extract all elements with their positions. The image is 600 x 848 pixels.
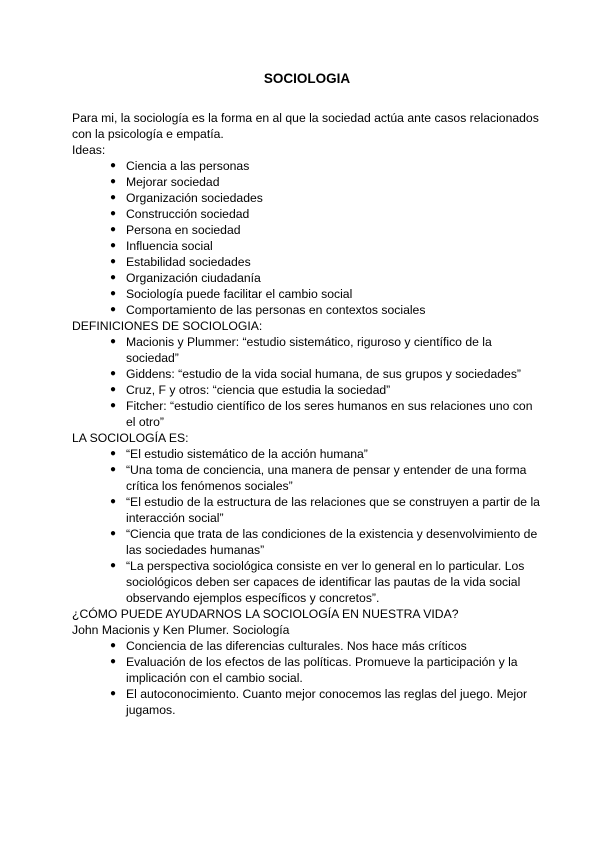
list-item-text: Influencia social — [126, 239, 213, 253]
bullet-icon: ● — [110, 656, 117, 667]
sociology-is-heading: LA SOCIOLOGÍA ES: — [72, 431, 189, 445]
list-item — [72, 526, 542, 558]
list-item-text: Conciencia de las diferencias culturales. Nos hace más críticos — [126, 639, 467, 653]
definitions-list — [72, 334, 542, 430]
bullet-icon: ● — [110, 464, 117, 475]
list-item — [72, 366, 542, 382]
document-title: SOCIOLOGIA — [263, 71, 351, 86]
bullet-icon: ● — [110, 400, 117, 411]
ideas-list — [72, 158, 542, 318]
list-item — [72, 382, 542, 398]
bullet-icon: ● — [110, 208, 117, 219]
list-item — [72, 158, 542, 174]
list-item — [72, 654, 542, 686]
list-item-text: Construcción sociedad — [126, 207, 250, 221]
list-item — [72, 270, 542, 286]
list-item-text: Cruz, F y otros: “ciencia que estudia la sociedad” — [126, 383, 391, 397]
list-item — [72, 398, 542, 430]
bullet-icon: ● — [110, 448, 117, 459]
list-item-text: Estabilidad sociedades — [126, 255, 251, 269]
how-it-helps-list — [72, 638, 542, 718]
list-item-text: Macionis y Plummer: “estudio sistemático, riguroso y científico de la sociedad” — [126, 335, 492, 365]
list-item — [72, 238, 542, 254]
definitions-heading: DEFINICIONES DE SOCIOLOGIA: — [72, 319, 263, 333]
list-item-text: Mejorar sociedad — [126, 175, 220, 189]
bullet-icon: ● — [110, 560, 117, 571]
list-item — [72, 494, 542, 526]
bullet-icon: ● — [110, 288, 117, 299]
bullet-icon: ● — [110, 160, 117, 171]
list-item-text: Ciencia a las personas — [126, 159, 250, 173]
list-item-text: “El estudio de la estructura de las relaciones que se construyen a partir de la interacción social” — [126, 495, 540, 525]
list-item — [72, 222, 542, 238]
sociology-is-list — [72, 446, 542, 606]
how-it-helps-source: John Macionis y Ken Plumer. Sociología — [72, 623, 290, 637]
bullet-icon: ● — [110, 224, 117, 235]
list-item — [72, 190, 542, 206]
list-item — [72, 334, 542, 366]
bullet-icon: ● — [110, 496, 117, 507]
bullet-icon: ● — [110, 256, 117, 267]
list-item — [72, 446, 542, 462]
bullet-icon: ● — [110, 688, 117, 699]
bullet-icon: ● — [110, 192, 117, 203]
list-item-text: Evaluación de los efectos de las políticas. Promueve la participación y la implicación con el cambio social. — [126, 655, 518, 685]
document-page — [72, 70, 542, 718]
list-item — [72, 462, 542, 494]
bullet-icon: ● — [110, 528, 117, 539]
list-item — [72, 206, 542, 222]
list-item — [72, 302, 542, 318]
intro-paragraph: Para mi, la sociología es la forma en al que la sociedad actúa ante casos relacionados con la psicología e empatía. — [72, 111, 539, 141]
list-item — [72, 254, 542, 270]
list-item-text: “Una toma de conciencia, una manera de pensar y entender de una forma crítica los fenómenos sociales” — [126, 463, 527, 493]
list-item-text: Giddens: “estudio de la vida social humana, de sus grupos y sociedades” — [126, 367, 521, 381]
list-item — [72, 174, 542, 190]
list-item — [72, 686, 542, 718]
list-item-text: Organización ciudadanía — [126, 271, 261, 285]
how-it-helps-heading: ¿CÓMO PUEDE AYUDARNOS LA SOCIOLOGÍA EN NUESTRA VIDA? — [72, 607, 459, 621]
list-item — [72, 286, 542, 302]
bullet-icon: ● — [110, 304, 117, 315]
list-item-text: Sociología puede facilitar el cambio social — [126, 287, 353, 301]
bullet-icon: ● — [110, 336, 117, 347]
list-item-text: “La perspectiva sociológica consiste en ver lo general en lo particular. Los sociológicos deben ser capaces de identificar las pautas de la vida social observando ejemplos específicos y concretos”. — [126, 559, 525, 605]
bullet-icon: ● — [110, 176, 117, 187]
bullet-icon: ● — [110, 240, 117, 251]
list-item — [72, 638, 542, 654]
list-item-text: Fitcher: “estudio científico de los seres humanos en sus relaciones uno con el otro” — [126, 399, 533, 429]
list-item-text: “El estudio sistemático de la acción humana” — [126, 447, 368, 461]
bullet-icon: ● — [110, 640, 117, 651]
list-item-text: Comportamiento de las personas en contextos sociales — [126, 303, 426, 317]
bullet-icon: ● — [110, 272, 117, 283]
bullet-icon: ● — [110, 384, 117, 395]
list-item — [72, 558, 542, 606]
list-item-text: Persona en sociedad — [126, 223, 241, 237]
list-item-text: El autoconocimiento. Cuanto mejor conocemos las reglas del juego. Mejor jugamos. — [126, 687, 528, 717]
list-item-text: Organización sociedades — [126, 191, 263, 205]
bullet-icon: ● — [110, 368, 117, 379]
ideas-heading: Ideas: — [72, 143, 106, 157]
list-item-text: “Ciencia que trata de las condiciones de la existencia y desenvolvimiento de las sociedades humanas” — [126, 527, 538, 557]
